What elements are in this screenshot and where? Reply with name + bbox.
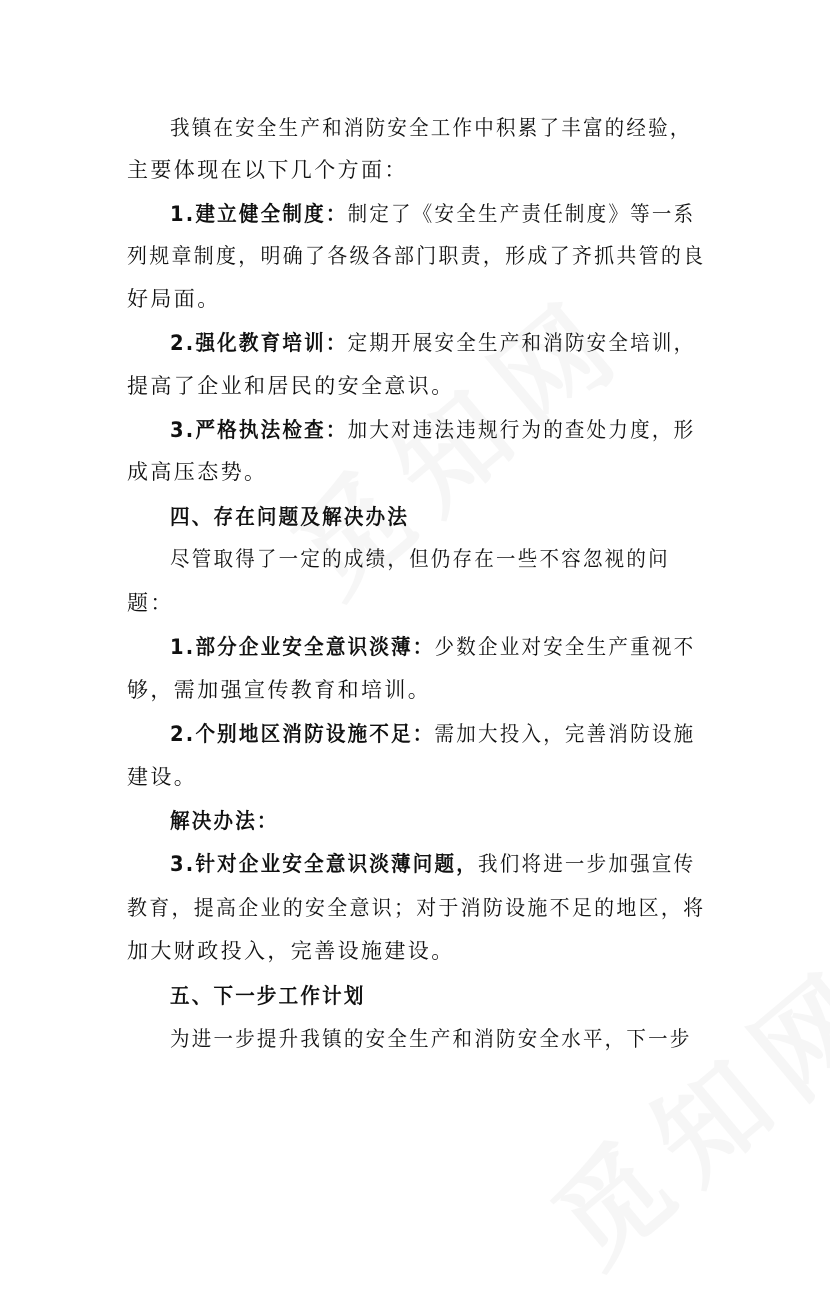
body-text: 需加大投入，完善消防设施 bbox=[434, 722, 696, 746]
body-text: 制定了《安全生产责任制度》等一系 bbox=[347, 202, 696, 226]
bold-heading: 解决办法： bbox=[170, 809, 279, 833]
body-text: 我镇在安全生产和消防安全工作中积累了丰富的经验， bbox=[170, 116, 692, 140]
text-line bbox=[127, 935, 703, 965]
watermark bbox=[515, 923, 830, 1295]
text-line bbox=[170, 327, 705, 357]
bold-heading: 五、下一步工作计划 bbox=[170, 984, 366, 1008]
body-text: 主要体现在以下几个方面： bbox=[127, 158, 408, 182]
body-text: 教育，提高企业的安全意识；对于消防设施不足的地区，将 bbox=[127, 896, 706, 920]
text-line bbox=[170, 718, 705, 748]
body-text: 列规章制度，明确了各级各部门职责，形成了齐抓共管的良 bbox=[127, 244, 706, 268]
bold-heading: 2.个别地区消防设施不足： bbox=[170, 722, 435, 746]
body-text: 够，需加强宣传教育和培训。 bbox=[127, 678, 432, 702]
body-text: 好局面。 bbox=[127, 287, 221, 311]
text-line bbox=[170, 1023, 705, 1053]
text-line bbox=[127, 674, 703, 704]
text-line bbox=[127, 761, 703, 791]
text-line bbox=[127, 587, 703, 617]
bold-heading: 3.严格执法检查： bbox=[170, 418, 348, 442]
text-line bbox=[127, 370, 703, 400]
text-line bbox=[170, 501, 705, 531]
bold-heading: 1.部分企业安全意识淡薄： bbox=[170, 635, 435, 659]
text-line bbox=[127, 240, 706, 270]
body-text: 为进一步提升我镇的安全生产和消防安全水平，下一步 bbox=[170, 1027, 692, 1051]
text-line bbox=[127, 456, 703, 486]
bold-heading: 3.针对企业安全意识淡薄问题， bbox=[170, 852, 478, 876]
body-text: 我们将进一步加强宣传 bbox=[477, 852, 696, 876]
bold-heading: 2.强化教育培训： bbox=[170, 331, 348, 355]
body-text: 尽管取得了一定的成绩，但仍存在一些不容忽视的问 bbox=[170, 547, 670, 571]
body-text: 提高了企业和居民的安全意识。 bbox=[127, 374, 455, 398]
text-line bbox=[170, 543, 705, 573]
body-text: 定期开展安全生产和消防安全培训， bbox=[347, 331, 696, 355]
text-line bbox=[170, 414, 705, 444]
body-text: 建设。 bbox=[127, 765, 198, 789]
bold-heading: 四、存在问题及解决办法 bbox=[170, 505, 410, 529]
bold-heading: 1.建立健全制度： bbox=[170, 202, 348, 226]
body-text: 题： bbox=[127, 591, 174, 615]
text-line bbox=[170, 980, 705, 1010]
text-line bbox=[170, 198, 705, 228]
text-line bbox=[170, 805, 705, 835]
body-text: 少数企业对安全生产重视不 bbox=[434, 635, 696, 659]
body-text: 加大财政投入，完善设施建设。 bbox=[127, 939, 455, 963]
text-line bbox=[170, 112, 705, 142]
text-line bbox=[127, 892, 706, 922]
text-line bbox=[127, 283, 703, 313]
body-text: 加大对违法违规行为的查处力度，形 bbox=[347, 418, 696, 442]
text-line bbox=[170, 848, 705, 878]
body-text: 成高压态势。 bbox=[127, 460, 268, 484]
text-line bbox=[170, 631, 705, 661]
text-line bbox=[127, 154, 703, 184]
